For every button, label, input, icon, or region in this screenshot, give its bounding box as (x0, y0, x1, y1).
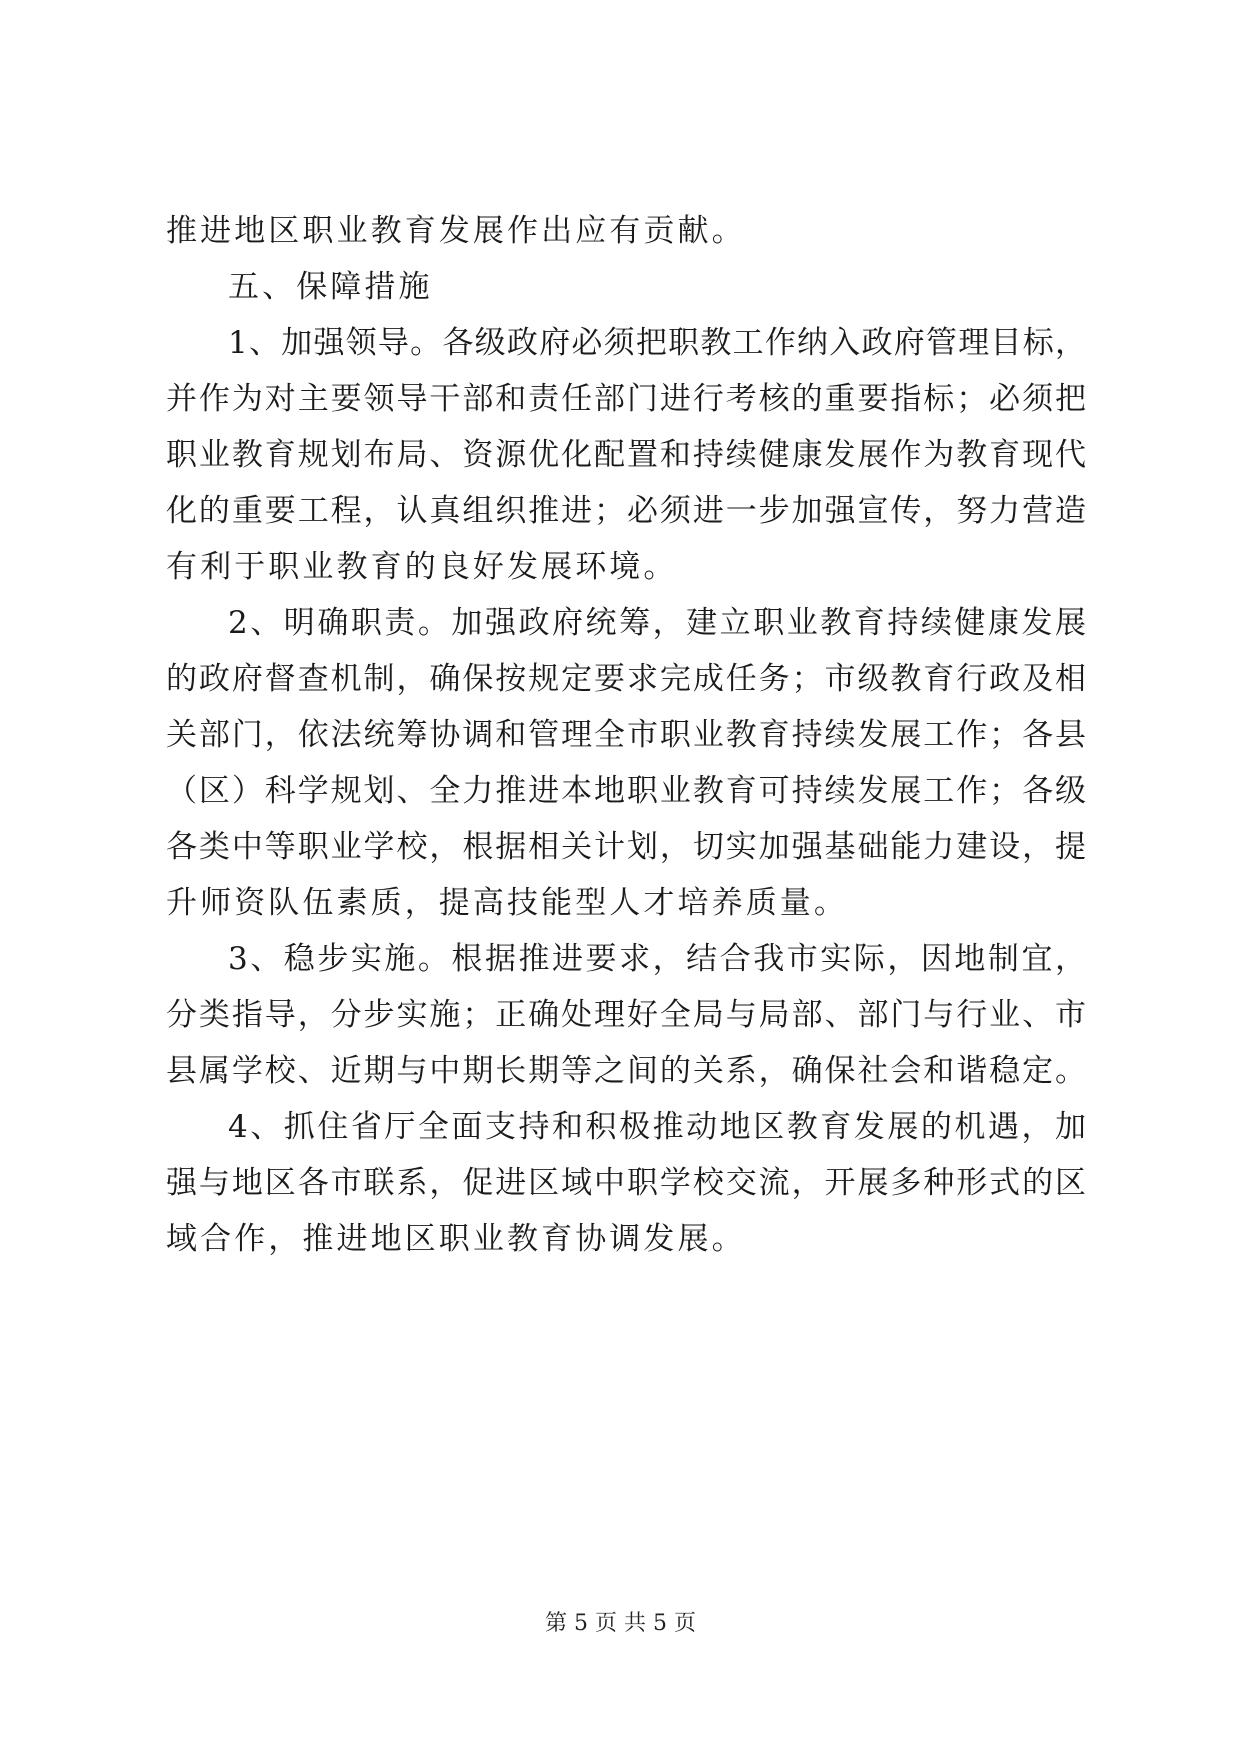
text-line: （区）科学规划、全力推进本地职业教育可持续发展工作；各级 (166, 773, 1086, 809)
text-line: 4、抓住省厅全面支持和积极推动地区教育发展的机遇，加 (228, 1109, 1086, 1145)
text-line: 分类指导，分步实施；正确处理好全局与局部、部门与行业、市 (166, 997, 1086, 1033)
text-line: 的政府督查机制，确保按规定要求完成任务；市级教育行政及相 (166, 661, 1086, 697)
text-line: 关部门，依法统筹协调和管理全市职业教育持续发展工作；各县 (166, 717, 1086, 753)
text-line: 推进地区职业教育发展作出应有贡献。 (166, 213, 746, 249)
section-heading: 五、保障措施 (228, 269, 433, 305)
page-number-footer: 第 5 页 共 5 页 (545, 1611, 696, 1636)
text-line: 职业教育规划布局、资源优化配置和持续健康发展作为教育现代 (166, 437, 1086, 473)
text-line: 升师资队伍素质，提高技能型人才培养质量。 (166, 885, 848, 921)
text-line: 域合作，推进地区职业教育协调发展。 (166, 1221, 746, 1257)
text-line: 有利于职业教育的良好发展环境。 (166, 549, 678, 585)
text-line: 并作为对主要领导干部和责任部门进行考核的重要指标；必须把 (166, 381, 1086, 417)
text-line: 2、明确职责。加强政府统筹，建立职业教育持续健康发展 (228, 605, 1086, 641)
text-line: 强与地区各市联系，促进区域中职学校交流，开展多种形式的区 (166, 1165, 1086, 1201)
text-line: 各类中等职业学校，根据相关计划，切实加强基础能力建设，提 (166, 829, 1086, 865)
text-line: 3、稳步实施。根据推进要求，结合我市实际，因地制宜， (228, 941, 1086, 977)
text-line: 1、加强领导。各级政府必须把职教工作纳入政府管理目标， (228, 325, 1086, 361)
text-line: 化的重要工程，认真组织推进；必须进一步加强宣传，努力营造 (166, 493, 1086, 529)
text-line: 县属学校、近期与中期长期等之间的关系，确保社会和谐稳定。 (166, 1053, 1086, 1089)
